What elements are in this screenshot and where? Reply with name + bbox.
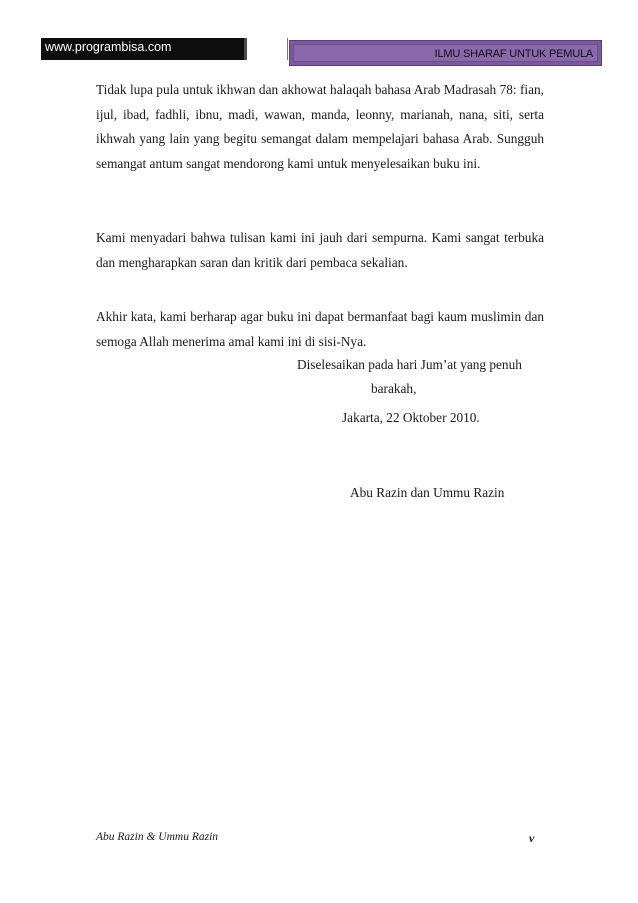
- book-title-banner: [289, 40, 602, 66]
- paragraph-closing: Akhir kata, kami berharap agar buku ini dapat bermanfaat bagi kaum muslimin dan semoga Allah menerima amal kami ini di sisi-Nya.: [96, 309, 544, 349]
- footer-authors: Abu Razin & Ummu Razin: [96, 831, 219, 843]
- site-url: www.programbisa.com: [45, 40, 172, 54]
- page-header: [41, 38, 602, 66]
- book-title: ILMU SHARAF UNTUK PEMULA: [434, 48, 593, 60]
- signature-authors: Abu Razin dan Ummu Razin: [350, 485, 505, 500]
- paragraph-acknowledgement: Tidak lupa pula untuk ikhwan dan akhowat halaqah bahasa Arab Madrasah 78: fian, ijul, ibad, fadhli, ibnu, madi, wawan, manda, leonny, marianah, nana, siti, serta ikhwah yang lain yang begitu semangat dalam mempelajari bahasa Arab. Sungguh semangat antum sangat mendorong kami untuk menyelesaikan buku ini.: [96, 82, 544, 171]
- closing-line-1: Diselesaikan pada hari Jum’at yang penuh: [297, 357, 522, 372]
- paragraph-apology: Kami menyadari bahwa tulisan kami ini jauh dari sempurna. Kami sangat terbuka dan mengharapkan saran dan kritik dari pembaca sekalian.: [96, 230, 544, 270]
- page-number: v: [529, 831, 535, 845]
- closing-line-2: barakah,: [371, 381, 417, 396]
- closing-date: Jakarta, 22 Oktober 2010.: [342, 410, 480, 425]
- header-divider: [247, 38, 288, 60]
- site-banner: [41, 38, 247, 60]
